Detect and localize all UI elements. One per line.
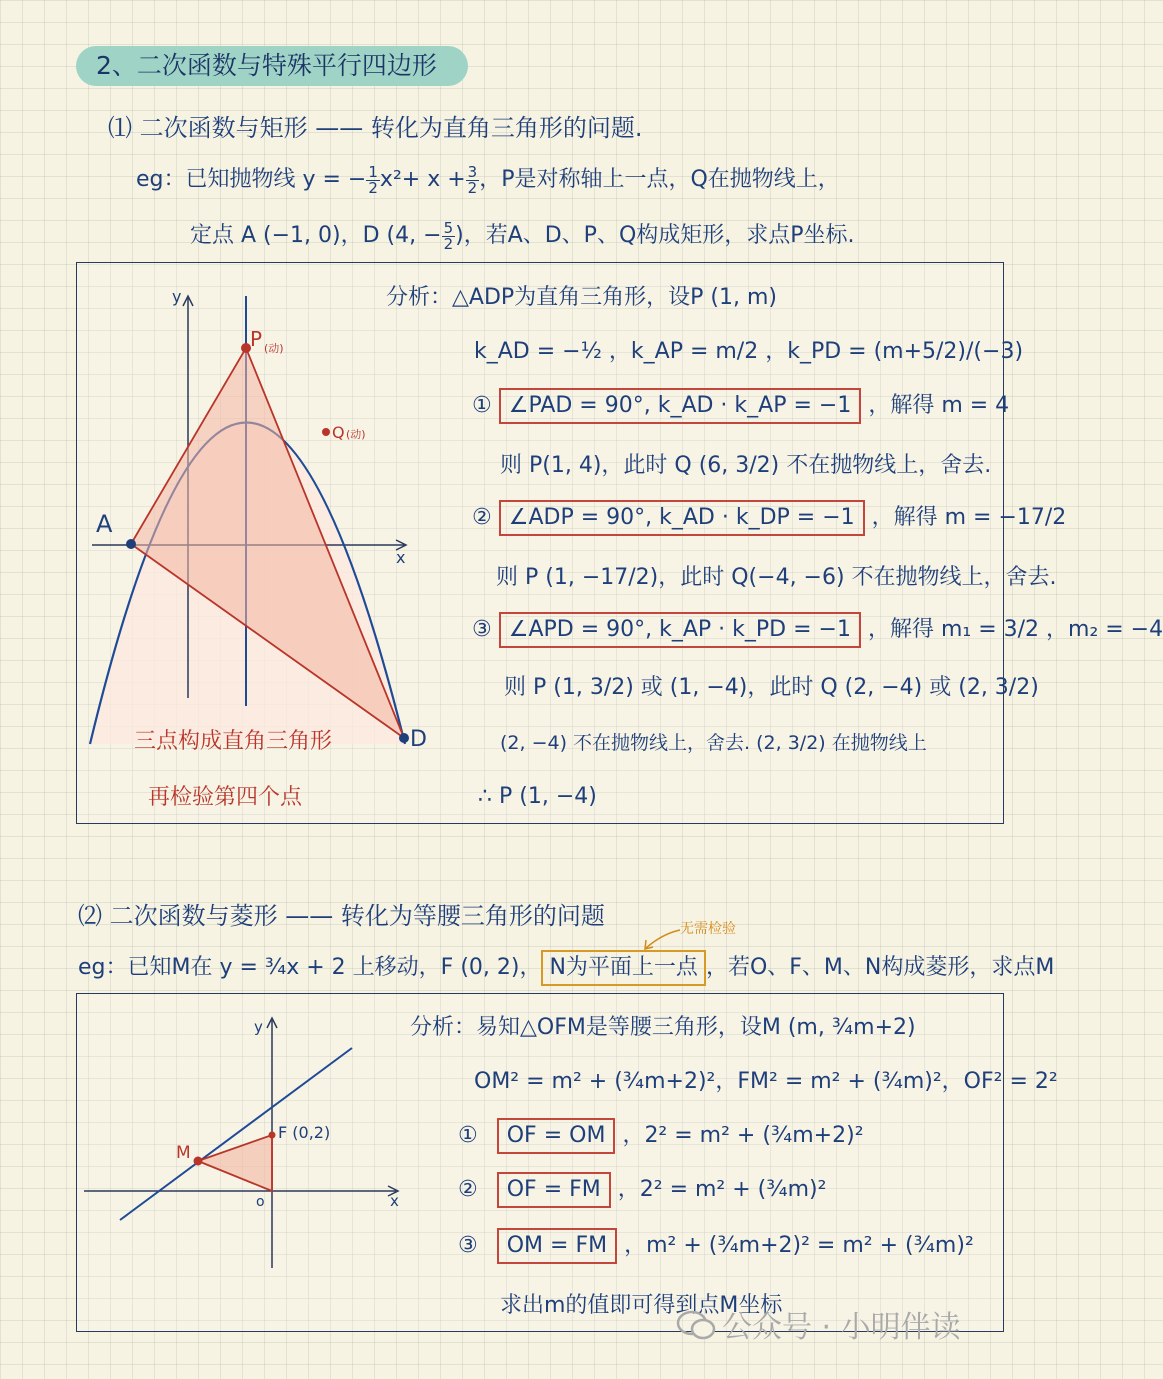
part2-final: 求出m的值即可得到点M坐标 [500, 1293, 783, 1318]
part2-lengths: OM² = m² + (¾m+2)²，FM² = m² + (¾m)²，OF² = 2² [474, 1069, 1058, 1094]
case2-result: ，解得 m = −17/2 [871, 505, 1067, 530]
part2-example [78, 950, 1054, 986]
point-q [322, 428, 330, 436]
point-a [126, 539, 136, 549]
label-f: F (0,2) [278, 1123, 331, 1142]
part2-case2 [458, 1172, 826, 1208]
part2-case1 [458, 1118, 864, 1154]
part2-heading: ⑵ 二次函数与菱形 —— 转化为等腰三角形的问题 [78, 902, 605, 930]
eg1-text-a: eg：已知抛物线 y = − [136, 167, 367, 192]
point-f [269, 1132, 276, 1139]
frac-half: $\frac{1}{2}$ [368, 162, 378, 197]
no-check-note: 无需检验 [680, 921, 736, 937]
c2-number: ② [458, 1177, 478, 1202]
label-m: M [176, 1143, 191, 1163]
c2-condition-box: OF = FM [497, 1172, 611, 1208]
case3-then-1: 则 P (1, 3/2) 或 (1, −4)，此时 Q (2, −4) 或 (2, 3/2) [504, 675, 1039, 700]
y-axis-label: y [254, 1018, 263, 1036]
x-axis-label: x [396, 548, 406, 567]
frac-five-halves: $\frac{5}{2}$ [443, 218, 454, 253]
point-d [399, 733, 409, 743]
case1-row [472, 388, 1009, 424]
note-arrow-icon [640, 926, 684, 952]
case1-result: ，解得 m = 4 [868, 393, 1010, 418]
eg1-text-c: ，P是对称轴上一点，Q在抛物线上， [479, 167, 840, 192]
part1-heading: ⑴ 二次函数与矩形 —— 转化为直角三角形的问题. [108, 114, 643, 142]
label-a: A [96, 510, 113, 538]
part1-example-line1 [136, 162, 840, 196]
eg1-text-b: x²+ x + [379, 167, 466, 192]
c1-equation: ，2² = m² + (¾m+2)² [622, 1123, 864, 1148]
case3-row [472, 612, 1163, 648]
frac-three-halves: $\frac{3}{2}$ [467, 162, 478, 197]
point-m [194, 1157, 203, 1166]
label-q-sub: (动) [346, 428, 366, 441]
case3-then-2: (2, −4) 不在抛物线上，舍去. (2, 3/2) 在抛物线上 [500, 732, 927, 754]
section-title: 2、二次函数与特殊平行四边形 [76, 46, 468, 86]
label-p-sub: (动) [264, 342, 284, 355]
c3-number: ③ [458, 1233, 478, 1258]
c3-condition-box: OM = FM [497, 1228, 617, 1264]
part2-analysis-title: 分析：易知△OFM是等腰三角形，设M (m, ¾m+2) [410, 1015, 916, 1040]
c1-condition-box: OF = OM [497, 1118, 616, 1154]
case3-result: ，解得 m₁ = 3/2 ，m₂ = −4 [867, 617, 1163, 642]
eg-text-a: eg：已知M在 y = ¾x + 2 上移动，F (0, 2)， [78, 955, 542, 980]
watermark-text: 公众号 · 小明伴读 [722, 1310, 961, 1345]
x-axis-label: x [390, 1192, 399, 1210]
case2-condition-box: ∠ADP = 90°, k_AD · k_DP = −1 [499, 500, 865, 536]
wechat-icon [676, 1308, 716, 1342]
line-figure [80, 1010, 410, 1270]
part2-case3 [458, 1228, 974, 1264]
n-point-box: N为平面上一点 [541, 950, 705, 986]
eg2-text-b: )，若A、D、P、Q构成矩形，求点P坐标. [455, 223, 855, 248]
figure-note-2: 再检验第四个点 [148, 785, 303, 810]
case2-row [472, 500, 1066, 536]
figure-note-1: 三点构成直角三角形 [134, 729, 333, 754]
label-o: o [256, 1194, 265, 1210]
label-p: P [250, 327, 263, 351]
case3-number: ③ [472, 617, 492, 642]
c3-equation: ，m² + (¾m+2)² = m² + (¾m)² [624, 1233, 974, 1258]
part1-example-line2 [190, 218, 855, 252]
case2-number: ② [472, 505, 492, 530]
eg2-text-a: 定点 A (−1, 0)，D (4, − [190, 223, 442, 248]
c2-equation: ，2² = m² + (¾m)² [617, 1177, 827, 1202]
part1-conclusion: ∴ P (1, −4) [478, 784, 597, 809]
case1-number: ① [472, 393, 492, 418]
part1-slopes: k_AD = −½ ，k_AP = m/2 ，k_PD = (m+5/2)/(−3) [474, 339, 1024, 364]
label-q: Q [332, 423, 345, 442]
case2-then: 则 P (1, −17/2)，此时 Q(−4, −6) 不在抛物线上，舍去. [496, 565, 1057, 590]
case3-condition-box: ∠APD = 90°, k_AP · k_PD = −1 [499, 612, 861, 648]
c1-number: ① [458, 1123, 478, 1148]
label-d: D [410, 727, 427, 752]
case1-condition-box: ∠PAD = 90°, k_AD · k_AP = −1 [499, 388, 862, 424]
case1-then: 则 P(1, 4)，此时 Q (6, 3/2) 不在抛物线上，舍去. [500, 453, 992, 478]
eg-text-b: ，若O、F、M、N构成菱形，求点M [705, 955, 1055, 980]
y-axis-label: y [172, 287, 182, 306]
part1-analysis-title: 分析：△ADP为直角三角形，设P (1, m) [386, 285, 778, 310]
triangle-ofm [198, 1135, 272, 1191]
